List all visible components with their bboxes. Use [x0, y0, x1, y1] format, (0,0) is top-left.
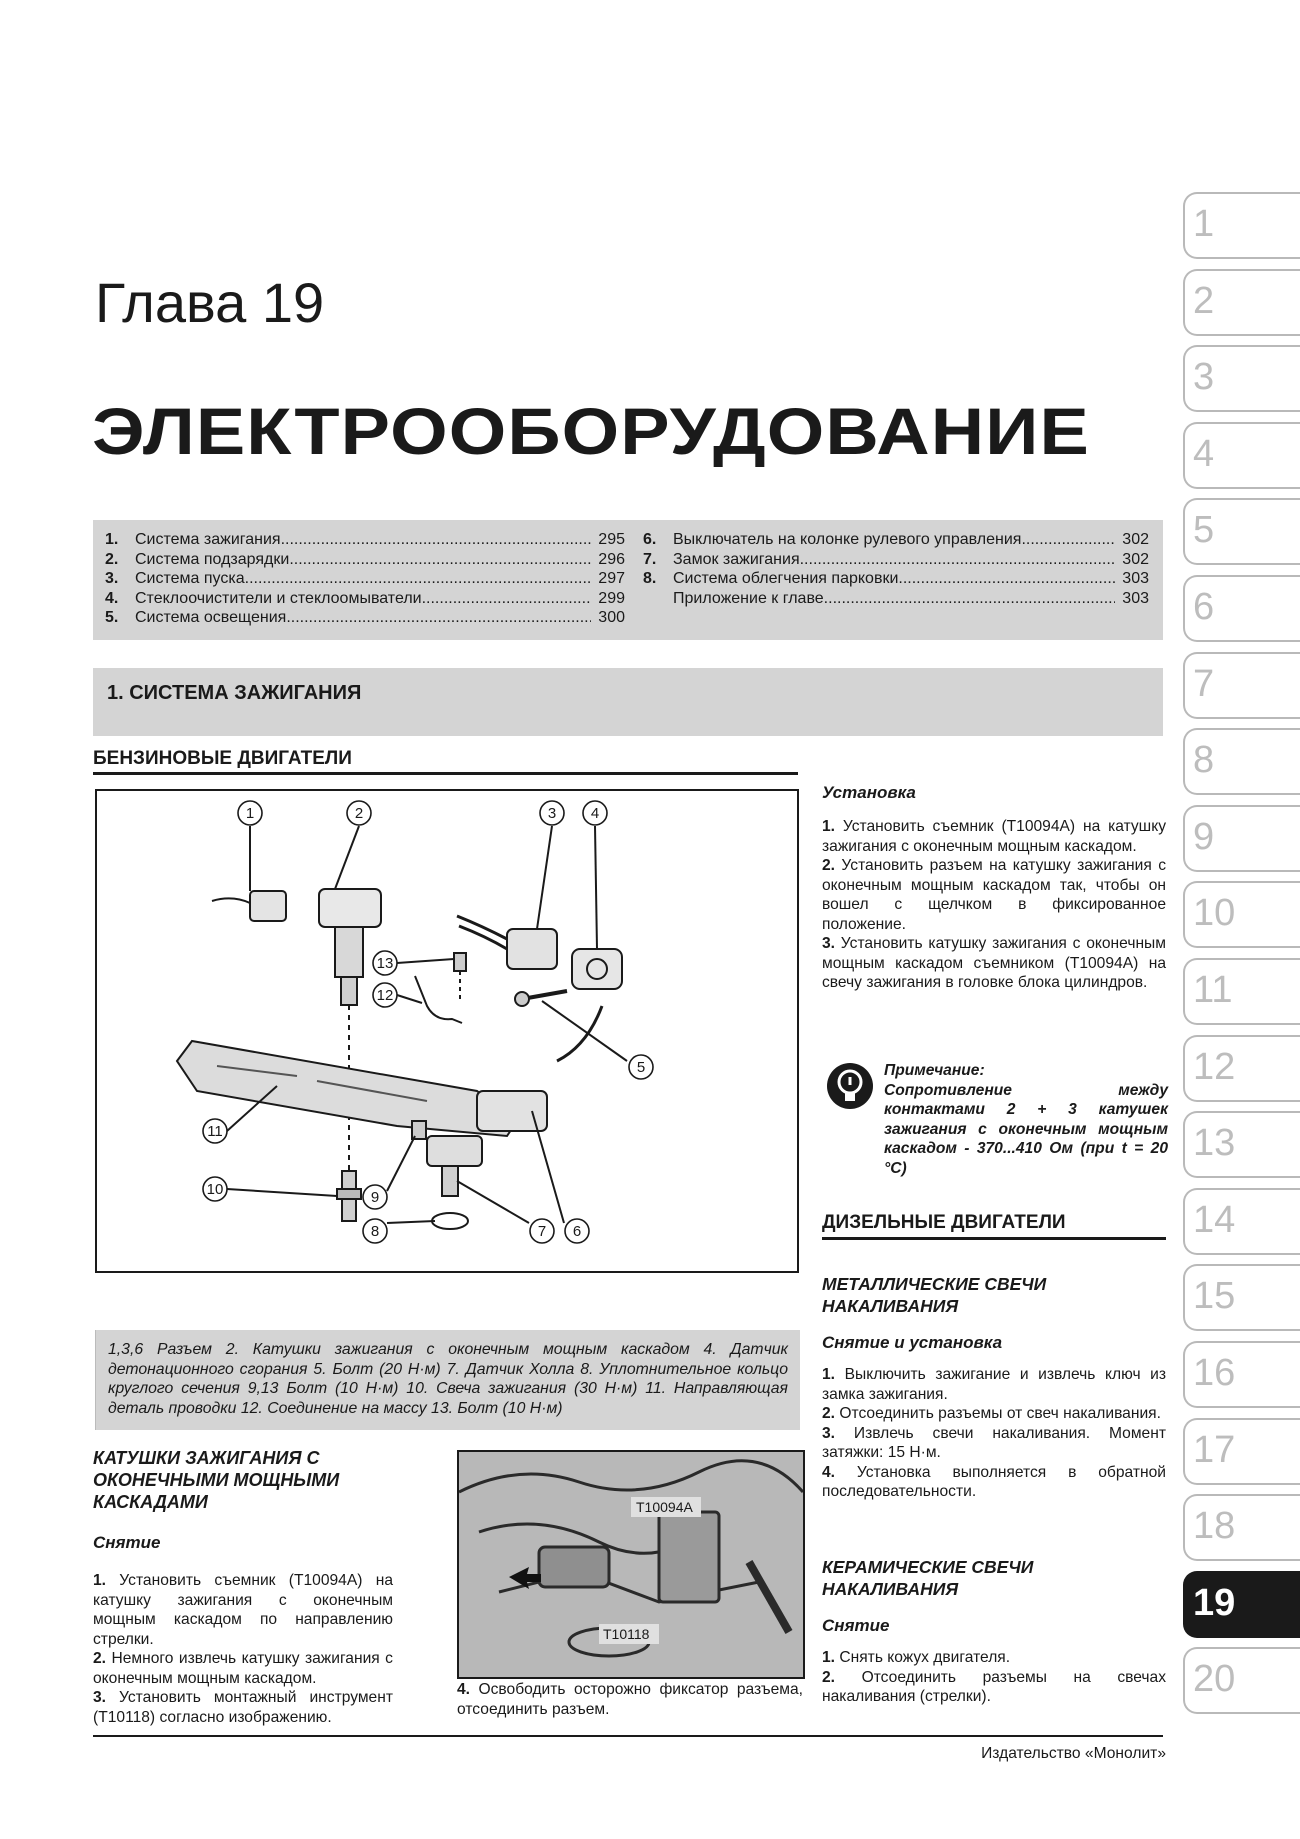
chapter-tab-20[interactable]: [1183, 1647, 1300, 1714]
toc-entry[interactable]: [105, 589, 625, 609]
step-text: Снять кожух двигателя.: [839, 1649, 1011, 1666]
toc-entry-page: 295: [598, 531, 625, 548]
toc-entry-page: 303: [1122, 589, 1149, 607]
toc-entry-label: Система освещения: [135, 609, 287, 627]
toc-entry-number: 5.: [105, 609, 119, 627]
chapter-tab-7[interactable]: [1183, 652, 1300, 719]
callout-3: 3: [547, 805, 557, 822]
toc-right-column: [643, 530, 1149, 608]
installation-steps: [822, 817, 1166, 993]
chapter-tab-label: 11: [1193, 969, 1233, 1011]
note-label: Примечание:: [884, 1062, 985, 1079]
toc-entry-label: Система зажигания: [135, 531, 281, 548]
toc-entry-number: 3.: [105, 570, 119, 588]
chapter-title: ЭЛЕКТРООБОРУДОВАНИЕ: [92, 394, 1090, 468]
ceramic-plugs-steps: [822, 1648, 1166, 1707]
step-number: 4.: [457, 1681, 471, 1698]
toc-leader-dots: [422, 589, 591, 609]
callout-6: 6: [572, 1223, 582, 1240]
coils-heading: КАТУШКИ ЗАЖИГАНИЯ С ОКОНЕЧНЫМИ МОЩНЫМИ КАСКАДАМИ: [93, 1448, 340, 1512]
ignition-components-drawing: [97, 791, 797, 1271]
chapter-tab-1[interactable]: [1183, 192, 1300, 259]
step-text: Извлечь свечи накаливания. Момент затяжки: 15 Н·м.: [822, 1424, 1166, 1461]
chapter-tab-6[interactable]: [1183, 575, 1300, 642]
chapter-tab-label: 18: [1193, 1505, 1236, 1548]
step-text: Немного извлечь катушку зажигания с оконечным мощным каскадом.: [93, 1650, 393, 1687]
chapter-tab-11[interactable]: [1183, 958, 1300, 1025]
callout-9: 9: [370, 1189, 380, 1206]
ceramic-plugs-heading: КЕРАМИЧЕСКИЕ СВЕЧИ НАКАЛИВАНИЯ: [822, 1557, 1034, 1599]
step-number: 1.: [822, 818, 836, 835]
note-icon: [825, 1061, 875, 1111]
toc-leader-dots: [281, 530, 591, 550]
chapter-tab-label: 17: [1193, 1428, 1236, 1471]
chapter-tab-label: 8: [1193, 739, 1215, 782]
toc-entry-number: 6.: [643, 531, 657, 548]
step-number: 1.: [822, 1649, 836, 1666]
step-number: 1.: [93, 1572, 107, 1589]
toc-entry-page: 299: [598, 589, 625, 607]
step-item: [822, 1424, 1166, 1463]
photo-label-t10118: T10118: [603, 1626, 650, 1642]
note-text: Сопротивление между контактами 2 + 3 катушек зажигания с оконечным мощным каскадом - 370...410 Ом (при t = 20 °С): [884, 1081, 1168, 1177]
chapter-tab-label: 1: [1193, 203, 1215, 245]
step-number: 2.: [822, 857, 836, 874]
toc-left-column: [105, 530, 625, 628]
step-item: [93, 1571, 393, 1649]
chapter-tab-8[interactable]: [1183, 728, 1300, 795]
toc-entry-page: 302: [1122, 531, 1149, 548]
chapter-tab-18[interactable]: [1183, 1494, 1300, 1561]
metal-plugs-subheading: Снятие и установка: [822, 1333, 1003, 1352]
coils-step-4: [457, 1680, 803, 1719]
chapter-tab-label: 14: [1193, 1198, 1236, 1241]
step-text: Установить съемник (T10094A) на катушку зажигания с оконечным мощным каскадом.: [822, 818, 1166, 855]
exploded-diagram: [95, 789, 799, 1273]
step-item: [93, 1688, 393, 1727]
chapter-tab-label: 6: [1193, 586, 1215, 628]
step-item: [822, 1463, 1166, 1502]
step-number: 4.: [822, 1463, 836, 1481]
step-text: Освободить осторожно фиксатор разъема, отсоединить разъем.: [457, 1681, 803, 1718]
toc-leader-dots: [824, 589, 1115, 609]
step-text: Установить съемник (T10094A) на катушку зажигания с оконечным мощным каскадом по направлению стрелки.: [93, 1572, 393, 1648]
callout-4: 4: [590, 805, 600, 822]
ceramic-plugs-subheading: Снятие: [822, 1616, 890, 1635]
step-text: Отсоединить разъемы на свечах накаливания (стрелки).: [822, 1668, 1166, 1705]
step-number: 3.: [822, 935, 836, 952]
toc-entry[interactable]: [105, 608, 625, 628]
step-number: 3.: [822, 1424, 836, 1442]
metal-plugs-heading: МЕТАЛЛИЧЕСКИЕ СВЕЧИ НАКАЛИВАНИЯ: [822, 1274, 1047, 1316]
toc-leader-dots: [286, 608, 591, 628]
toc-entry-label: Система пуска: [135, 570, 245, 588]
toc-entry-number: 2.: [105, 550, 119, 568]
coils-removal-heading: Снятие: [93, 1533, 161, 1552]
toc-entry-page: 297: [598, 570, 625, 588]
toc-entry-page: 302: [1122, 550, 1149, 568]
chapter-tab-10[interactable]: [1183, 881, 1300, 948]
metal-plugs-section: [822, 1273, 1166, 1502]
toc-entry-page: 303: [1122, 570, 1149, 588]
callout-13: 13: [376, 955, 394, 972]
chapter-tab-19[interactable]: [1183, 1571, 1300, 1638]
chapter-tab-label: 13: [1193, 1122, 1236, 1165]
chapter-tab-label: 3: [1193, 356, 1215, 399]
step-item: [822, 856, 1166, 934]
step-item: [822, 934, 1166, 993]
callout-1: 1: [245, 805, 255, 822]
note-block: [884, 1061, 1168, 1178]
chapter-tab-14[interactable]: [1183, 1188, 1300, 1255]
step-item: [822, 1668, 1166, 1707]
toc-entry[interactable]: [105, 569, 625, 589]
step-text: Установить разъем на катушку зажигания с оконечным мощным каскадом так, чтобы он вошел с щелчком в фиксированное положение.: [822, 857, 1166, 933]
chapter-tab-label: 2: [1193, 279, 1215, 322]
callout-12: 12: [376, 987, 394, 1004]
chapter-tab-15[interactable]: [1183, 1264, 1300, 1331]
toc-entry-number: [643, 589, 673, 609]
chapter-tab-label: 9: [1193, 815, 1215, 858]
chapter-tab-label: 12: [1193, 1045, 1236, 1088]
publisher-footer: Издательство «Монолит»: [981, 1745, 1166, 1762]
chapter-tab-label: 16: [1193, 1352, 1236, 1394]
chapter-tab-label: 5: [1193, 509, 1215, 552]
step-number: 2.: [93, 1650, 107, 1667]
toc-entry-page: 300: [598, 609, 625, 627]
chapter-tab-4[interactable]: [1183, 422, 1300, 489]
step-item: [822, 817, 1166, 856]
step-number: 2.: [822, 1668, 836, 1686]
footer-rule: [93, 1735, 1163, 1737]
toc-entry-label: Стеклоочистители и стеклоомыватели: [135, 589, 422, 607]
toc-entry-page: 296: [598, 550, 625, 568]
section-header: [93, 668, 1163, 736]
step-text: Установить катушку зажигания с оконечным мощным каскадом съемником (T10094A) на свечу зажигания в головке блока цилиндров.: [822, 935, 1166, 991]
chapter-tab-13[interactable]: [1183, 1111, 1300, 1178]
section-title: 1. СИСТЕМА ЗАЖИГАНИЯ: [107, 682, 362, 704]
toc-entry-label: Система облегчения парковки: [673, 570, 899, 588]
toc-entry-number: 8.: [643, 570, 657, 588]
gasoline-engines-heading: БЕНЗИНОВЫЕ ДВИГАТЕЛИ: [93, 748, 352, 769]
chapter-tab-label: 10: [1193, 892, 1236, 935]
toc-entry[interactable]: [643, 550, 1149, 570]
chapter-number: Глава 19: [95, 271, 325, 334]
toc-leader-dots: [800, 550, 1115, 570]
step-number: 1.: [822, 1366, 836, 1383]
step-text: Отсоединить разъемы от свеч накаливания.: [839, 1405, 1161, 1422]
figure-caption: [95, 1330, 800, 1430]
toc-entry[interactable]: [643, 569, 1149, 589]
chapter-tab-2[interactable]: [1183, 269, 1300, 336]
step-number: 3.: [93, 1689, 107, 1706]
chapter-tab-12[interactable]: [1183, 1035, 1300, 1102]
chapter-tab-5[interactable]: [1183, 498, 1300, 565]
chapter-tab-label: 4: [1193, 432, 1215, 475]
diesel-heading: ДИЗЕЛЬНЫЕ ДВИГАТЕЛИ: [822, 1212, 1066, 1233]
toc-entry[interactable]: [643, 589, 1149, 609]
toc-entry-label: Приложение к главе: [673, 589, 824, 607]
tool-installation-photo: [459, 1452, 803, 1677]
toc-entry[interactable]: [643, 530, 1149, 550]
toc-entry[interactable]: [105, 530, 625, 550]
callout-5: 5: [636, 1059, 646, 1076]
installation-section: [822, 783, 1166, 993]
chapter-tab-label: 7: [1193, 662, 1215, 705]
callout-2: 2: [354, 805, 364, 822]
callout-10: 10: [206, 1181, 224, 1198]
callout-7: 7: [537, 1223, 547, 1240]
coils-steps: [93, 1571, 393, 1727]
table-of-contents: [93, 520, 1163, 640]
toc-leader-dots: [898, 569, 1115, 589]
step-text: Установить монтажный инструмент (T10118) согласно изображению.: [93, 1689, 393, 1726]
chapter-tab-9[interactable]: [1183, 805, 1300, 872]
coils-section: [93, 1447, 393, 1727]
figure-caption-text: 1,3,6 Разъем 2. Катушки зажигания с оконечным мощным каскадом 4. Датчик детонационного сгорания 5. Болт (20 Н·м) 7. Датчик Холла 8. Уплотнительное кольцо круглого сечения 9,13 Болт (10 Н·м) 10. Свеча зажигания (30 Н·м) 11. Направляющая деталь проводки 12. Соединение на массу 13. Болт (10 Н·м): [108, 1341, 788, 1417]
installation-heading: Установка: [822, 783, 916, 802]
toc-entry-number: 7.: [643, 550, 657, 568]
toc-entry[interactable]: [105, 550, 625, 570]
chapter-tab-3[interactable]: [1183, 345, 1300, 412]
chapter-tab-label: 20: [1193, 1658, 1236, 1701]
toc-entry-number: 1.: [105, 531, 119, 548]
heading-rule: [93, 772, 798, 775]
chapter-tab-16[interactable]: [1183, 1341, 1300, 1408]
toc-entry-number: 4.: [105, 589, 119, 607]
toc-leader-dots: [1021, 530, 1115, 550]
step-item: [822, 1404, 1166, 1424]
photo-label-t10094a: T10094A: [636, 1499, 693, 1515]
chapter-tab-label: 19: [1193, 1581, 1236, 1624]
diesel-rule: [822, 1237, 1166, 1240]
toc-entry-label: Система подзарядки: [135, 550, 290, 568]
step-item: [822, 1648, 1166, 1668]
chapter-tab-17[interactable]: [1183, 1418, 1300, 1485]
callout-8: 8: [370, 1223, 380, 1240]
callout-11: 11: [207, 1123, 223, 1140]
ceramic-plugs-section: [822, 1556, 1166, 1707]
step-number: 2.: [822, 1405, 836, 1422]
toc-entry-label: Замок зажигания: [673, 550, 800, 568]
step-text: Выключить зажигание и извлечь ключ из замка зажигания.: [822, 1366, 1166, 1403]
metal-plugs-steps: [822, 1365, 1166, 1502]
step-text: Установка выполняется в обратной последовательности.: [822, 1463, 1166, 1500]
engine-photo: [457, 1450, 805, 1679]
toc-leader-dots: [289, 550, 591, 570]
toc-entry-label: Выключатель на колонке рулевого управления: [673, 531, 1022, 548]
toc-leader-dots: [245, 569, 591, 589]
step-item: [822, 1365, 1166, 1404]
chapter-tab-label: 15: [1193, 1275, 1236, 1318]
step-item: [93, 1649, 393, 1688]
